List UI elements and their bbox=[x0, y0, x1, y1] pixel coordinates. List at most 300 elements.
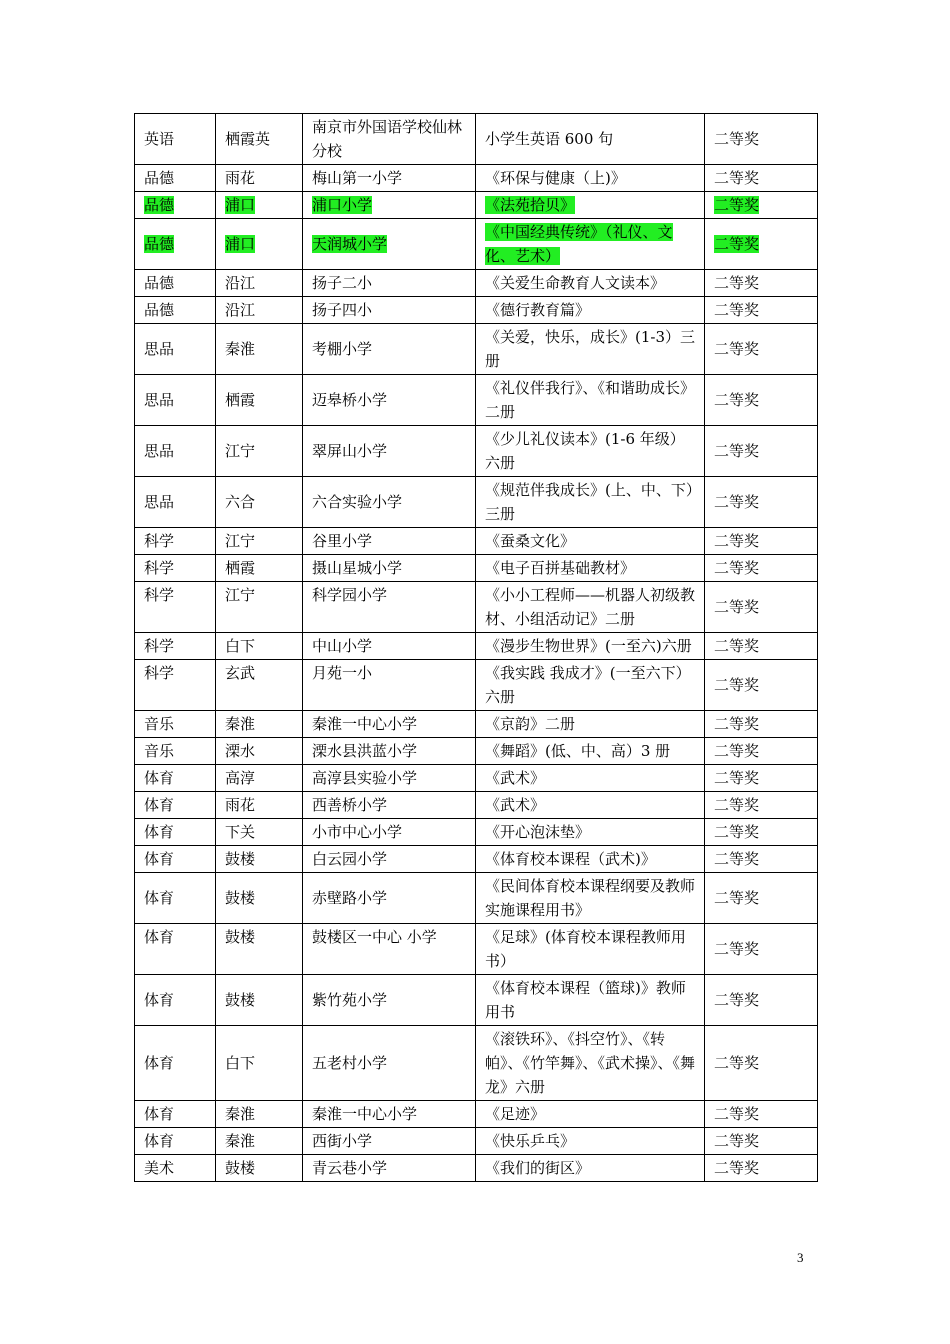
school-text: 扬子四小 bbox=[312, 301, 373, 319]
district-text: 六合 bbox=[225, 493, 256, 511]
cell-book bbox=[476, 324, 705, 375]
page-number: 3 bbox=[797, 1250, 804, 1265]
subject-text: 音乐 bbox=[144, 742, 175, 760]
cell-district bbox=[216, 192, 303, 219]
district-text: 秦淮 bbox=[225, 340, 256, 358]
table-row bbox=[135, 219, 818, 270]
cell-school bbox=[303, 297, 476, 324]
cell-district bbox=[216, 219, 303, 270]
cell-award bbox=[705, 165, 818, 192]
cell-school bbox=[303, 819, 476, 846]
cell-award bbox=[705, 633, 818, 660]
cell-district bbox=[216, 711, 303, 738]
cell-school bbox=[303, 165, 476, 192]
cell-subject bbox=[135, 1128, 216, 1155]
district-text: 下关 bbox=[225, 823, 256, 841]
award-text: 二等奖 bbox=[714, 796, 760, 814]
district-text: 鼓楼 bbox=[225, 889, 256, 907]
award-text: 二等奖 bbox=[714, 637, 760, 655]
cell-district bbox=[216, 297, 303, 324]
cell-award bbox=[705, 660, 818, 711]
book-text: 《蚕桑文化》 bbox=[485, 532, 576, 550]
district-text: 鼓楼 bbox=[225, 850, 256, 868]
subject-text: 思品 bbox=[144, 391, 175, 409]
cell-subject bbox=[135, 660, 216, 711]
award-text: 二等奖 bbox=[714, 823, 760, 841]
book-text: 《开心泡沫垫》 bbox=[485, 823, 591, 841]
table-row bbox=[135, 660, 818, 711]
cell-book bbox=[476, 1155, 705, 1182]
cell-book bbox=[476, 165, 705, 192]
subject-text: 科学 bbox=[144, 559, 175, 577]
table-row bbox=[135, 1128, 818, 1155]
award-text: 二等奖 bbox=[714, 169, 760, 187]
cell-subject bbox=[135, 975, 216, 1026]
table-row bbox=[135, 297, 818, 324]
cell-book bbox=[476, 738, 705, 765]
cell-book bbox=[476, 924, 705, 975]
subject-text: 品德 bbox=[144, 274, 175, 292]
book-text: 《中国经典传统》（礼仪、文化、艺术） bbox=[485, 223, 673, 265]
district-text: 白下 bbox=[225, 637, 256, 655]
subject-text: 品德 bbox=[144, 235, 175, 253]
book-text: 《民间体育校本课程纲要及教师实施课程用书》 bbox=[485, 877, 696, 919]
cell-subject bbox=[135, 426, 216, 477]
award-text: 二等奖 bbox=[714, 769, 760, 787]
cell-school bbox=[303, 219, 476, 270]
cell-award bbox=[705, 426, 818, 477]
cell-book bbox=[476, 633, 705, 660]
cell-district bbox=[216, 528, 303, 555]
table-row bbox=[135, 846, 818, 873]
cell-school bbox=[303, 1101, 476, 1128]
cell-district bbox=[216, 582, 303, 633]
table-row bbox=[135, 555, 818, 582]
school-text: 鼓楼区一中心 小学 bbox=[312, 928, 437, 946]
table-row bbox=[135, 1101, 818, 1128]
school-text: 扬子二小 bbox=[312, 274, 373, 292]
book-text: 《舞蹈》(低、中、高）3 册 bbox=[485, 742, 671, 760]
table-row bbox=[135, 1155, 818, 1182]
cell-book bbox=[476, 660, 705, 711]
cell-school bbox=[303, 873, 476, 924]
cell-district bbox=[216, 846, 303, 873]
cell-book bbox=[476, 477, 705, 528]
cell-award bbox=[705, 975, 818, 1026]
cell-district bbox=[216, 819, 303, 846]
cell-subject bbox=[135, 924, 216, 975]
school-text: 赤壁路小学 bbox=[312, 889, 388, 907]
table-row bbox=[135, 192, 818, 219]
cell-district bbox=[216, 633, 303, 660]
subject-text: 思品 bbox=[144, 340, 175, 358]
district-text: 鼓楼 bbox=[225, 928, 256, 946]
cell-book bbox=[476, 114, 705, 165]
award-text: 二等奖 bbox=[714, 274, 760, 292]
school-text: 南京市外国语学校仙林分校 bbox=[312, 118, 463, 160]
cell-district bbox=[216, 792, 303, 819]
award-text: 二等奖 bbox=[714, 715, 760, 733]
book-text: 《电子百拼基础教材》 bbox=[485, 559, 636, 577]
cell-book bbox=[476, 1101, 705, 1128]
cell-book bbox=[476, 975, 705, 1026]
subject-text: 体育 bbox=[144, 928, 175, 946]
table-row bbox=[135, 324, 818, 375]
table-row bbox=[135, 165, 818, 192]
cell-award bbox=[705, 738, 818, 765]
cell-school bbox=[303, 477, 476, 528]
district-text: 溧水 bbox=[225, 742, 256, 760]
cell-subject bbox=[135, 165, 216, 192]
cell-book bbox=[476, 192, 705, 219]
table-row bbox=[135, 582, 818, 633]
cell-subject bbox=[135, 1101, 216, 1128]
cell-award bbox=[705, 819, 818, 846]
cell-book bbox=[476, 819, 705, 846]
table-row bbox=[135, 819, 818, 846]
cell-book bbox=[476, 297, 705, 324]
cell-school bbox=[303, 846, 476, 873]
cell-district bbox=[216, 924, 303, 975]
award-text: 二等奖 bbox=[714, 493, 760, 511]
award-text: 二等奖 bbox=[714, 991, 760, 1009]
cell-district bbox=[216, 270, 303, 297]
district-text: 秦淮 bbox=[225, 1132, 256, 1150]
cell-subject bbox=[135, 528, 216, 555]
school-text: 摄山星城小学 bbox=[312, 559, 403, 577]
award-text: 二等奖 bbox=[714, 1159, 760, 1177]
cell-school bbox=[303, 375, 476, 426]
district-text: 玄武 bbox=[225, 664, 256, 682]
cell-award bbox=[705, 1101, 818, 1128]
table-row bbox=[135, 924, 818, 975]
subject-text: 思品 bbox=[144, 442, 175, 460]
award-text: 二等奖 bbox=[714, 196, 760, 214]
subject-text: 科学 bbox=[144, 637, 175, 655]
cell-school bbox=[303, 270, 476, 297]
table-row bbox=[135, 765, 818, 792]
cell-award bbox=[705, 582, 818, 633]
school-text: 梅山第一小学 bbox=[312, 169, 403, 187]
table-row bbox=[135, 873, 818, 924]
cell-school bbox=[303, 192, 476, 219]
cell-district bbox=[216, 555, 303, 582]
school-text: 迈皋桥小学 bbox=[312, 391, 388, 409]
book-text: 《武术》 bbox=[485, 769, 546, 787]
cell-school bbox=[303, 582, 476, 633]
award-text: 二等奖 bbox=[714, 340, 760, 358]
school-text: 秦淮一中心小学 bbox=[312, 715, 418, 733]
cell-school bbox=[303, 1155, 476, 1182]
district-text: 鼓楼 bbox=[225, 1159, 256, 1177]
award-text: 二等奖 bbox=[714, 889, 760, 907]
book-text: 《我实践 我成才》(一至六下）六册 bbox=[485, 664, 691, 706]
book-text: 《关爱生命教育人文读本》 bbox=[485, 274, 666, 292]
cell-award bbox=[705, 1026, 818, 1101]
table-row bbox=[135, 270, 818, 297]
book-text: 《体育校本课程（武术)》 bbox=[485, 850, 656, 868]
cell-award bbox=[705, 219, 818, 270]
cell-school bbox=[303, 324, 476, 375]
district-text: 江宁 bbox=[225, 586, 256, 604]
cell-district bbox=[216, 660, 303, 711]
cell-award bbox=[705, 1155, 818, 1182]
cell-award bbox=[705, 924, 818, 975]
district-text: 栖霞 bbox=[225, 559, 256, 577]
cell-book bbox=[476, 270, 705, 297]
cell-school bbox=[303, 1026, 476, 1101]
award-text: 二等奖 bbox=[714, 1054, 760, 1072]
cell-book bbox=[476, 792, 705, 819]
cell-award bbox=[705, 375, 818, 426]
cell-district bbox=[216, 1101, 303, 1128]
cell-book bbox=[476, 711, 705, 738]
district-text: 浦口 bbox=[225, 235, 256, 253]
award-text: 二等奖 bbox=[714, 1132, 760, 1150]
cell-award bbox=[705, 477, 818, 528]
school-text: 白云园小学 bbox=[312, 850, 388, 868]
award-text: 二等奖 bbox=[714, 598, 760, 616]
subject-text: 科学 bbox=[144, 586, 175, 604]
table-row bbox=[135, 633, 818, 660]
subject-text: 英语 bbox=[144, 130, 175, 148]
district-text: 沿江 bbox=[225, 274, 256, 292]
cell-subject bbox=[135, 819, 216, 846]
cell-district bbox=[216, 975, 303, 1026]
cell-subject bbox=[135, 555, 216, 582]
award-text: 二等奖 bbox=[714, 235, 760, 253]
subject-text: 体育 bbox=[144, 889, 175, 907]
subject-text: 体育 bbox=[144, 850, 175, 868]
book-text: 《快乐乒乓》 bbox=[485, 1132, 576, 1150]
award-text: 二等奖 bbox=[714, 559, 760, 577]
school-text: 西街小学 bbox=[312, 1132, 373, 1150]
district-text: 栖霞 bbox=[225, 391, 256, 409]
cell-school bbox=[303, 660, 476, 711]
cell-subject bbox=[135, 297, 216, 324]
school-text: 谷里小学 bbox=[312, 532, 373, 550]
cell-book bbox=[476, 846, 705, 873]
subject-text: 体育 bbox=[144, 823, 175, 841]
school-text: 秦淮一中心小学 bbox=[312, 1105, 418, 1123]
cell-subject bbox=[135, 1026, 216, 1101]
cell-district bbox=[216, 114, 303, 165]
cell-subject bbox=[135, 114, 216, 165]
district-text: 雨花 bbox=[225, 796, 256, 814]
subject-text: 思品 bbox=[144, 493, 175, 511]
cell-district bbox=[216, 738, 303, 765]
table-row bbox=[135, 738, 818, 765]
award-text: 二等奖 bbox=[714, 940, 760, 958]
subject-text: 体育 bbox=[144, 991, 175, 1009]
cell-district bbox=[216, 1155, 303, 1182]
book-text: 《环保与健康（上)》 bbox=[485, 169, 626, 187]
cell-book bbox=[476, 765, 705, 792]
subject-text: 品德 bbox=[144, 169, 175, 187]
district-text: 浦口 bbox=[225, 196, 256, 214]
book-text: 《礼仪伴我行》、《和谐助成长》二册 bbox=[485, 379, 696, 421]
cell-school bbox=[303, 555, 476, 582]
cell-school bbox=[303, 114, 476, 165]
school-text: 浦口小学 bbox=[312, 196, 373, 214]
cell-award bbox=[705, 528, 818, 555]
book-text: 《小小工程师——机器人初级教材、小组活动记》二册 bbox=[485, 586, 696, 628]
school-text: 翠屏山小学 bbox=[312, 442, 388, 460]
award-text: 二等奖 bbox=[714, 1105, 760, 1123]
cell-district bbox=[216, 477, 303, 528]
school-text: 月苑一小 bbox=[312, 664, 373, 682]
award-text: 二等奖 bbox=[714, 850, 760, 868]
school-text: 科学园小学 bbox=[312, 586, 388, 604]
district-text: 江宁 bbox=[225, 442, 256, 460]
book-text: 《京韵》二册 bbox=[485, 715, 576, 733]
cell-school bbox=[303, 633, 476, 660]
cell-school bbox=[303, 711, 476, 738]
cell-book bbox=[476, 582, 705, 633]
subject-text: 体育 bbox=[144, 1132, 175, 1150]
cell-subject bbox=[135, 792, 216, 819]
cell-district bbox=[216, 1026, 303, 1101]
cell-award bbox=[705, 324, 818, 375]
school-text: 小市中心小学 bbox=[312, 823, 403, 841]
school-text: 青云巷小学 bbox=[312, 1159, 388, 1177]
cell-subject bbox=[135, 270, 216, 297]
district-text: 沿江 bbox=[225, 301, 256, 319]
cell-award bbox=[705, 765, 818, 792]
cell-award bbox=[705, 270, 818, 297]
school-text: 天润城小学 bbox=[312, 235, 388, 253]
subject-text: 科学 bbox=[144, 664, 175, 682]
cell-book bbox=[476, 219, 705, 270]
cell-book bbox=[476, 1026, 705, 1101]
school-text: 中山小学 bbox=[312, 637, 373, 655]
cell-subject bbox=[135, 219, 216, 270]
award-text: 二等奖 bbox=[714, 676, 760, 694]
cell-award bbox=[705, 1128, 818, 1155]
school-text: 西善桥小学 bbox=[312, 796, 388, 814]
table-row bbox=[135, 426, 818, 477]
table-row bbox=[135, 375, 818, 426]
table-row bbox=[135, 975, 818, 1026]
cell-subject bbox=[135, 375, 216, 426]
cell-book bbox=[476, 1128, 705, 1155]
cell-book bbox=[476, 555, 705, 582]
school-text: 溧水县洪蓝小学 bbox=[312, 742, 418, 760]
cell-district bbox=[216, 426, 303, 477]
award-text: 二等奖 bbox=[714, 391, 760, 409]
cell-award bbox=[705, 192, 818, 219]
school-text: 高淳县实验小学 bbox=[312, 769, 418, 787]
cell-subject bbox=[135, 192, 216, 219]
cell-district bbox=[216, 873, 303, 924]
cell-school bbox=[303, 738, 476, 765]
cell-district bbox=[216, 324, 303, 375]
subject-text: 品德 bbox=[144, 301, 175, 319]
cell-award bbox=[705, 792, 818, 819]
cell-district bbox=[216, 165, 303, 192]
cell-subject bbox=[135, 324, 216, 375]
cell-school bbox=[303, 975, 476, 1026]
district-text: 高淳 bbox=[225, 769, 256, 787]
book-text: 《武术》 bbox=[485, 796, 546, 814]
cell-award bbox=[705, 555, 818, 582]
cell-book bbox=[476, 426, 705, 477]
cell-subject bbox=[135, 477, 216, 528]
table-row bbox=[135, 477, 818, 528]
cell-school bbox=[303, 924, 476, 975]
school-text: 六合实验小学 bbox=[312, 493, 403, 511]
book-text: 《我们的街区》 bbox=[485, 1159, 591, 1177]
award-text: 二等奖 bbox=[714, 532, 760, 550]
book-text: 《规范伴我成长》(上、中、下）三册 bbox=[485, 481, 694, 523]
cell-award bbox=[705, 711, 818, 738]
book-text: 小学生英语 600 句 bbox=[485, 130, 614, 148]
subject-text: 科学 bbox=[144, 532, 175, 550]
cell-subject bbox=[135, 873, 216, 924]
book-text: 《法苑拾贝》 bbox=[485, 196, 576, 214]
awards-table-body bbox=[135, 114, 818, 1182]
district-text: 白下 bbox=[225, 1054, 256, 1072]
school-text: 考棚小学 bbox=[312, 340, 373, 358]
book-text: 《滚铁环》、《抖空竹》、《转帕》、《竹竿舞》、《武术操》、《舞龙》六册 bbox=[485, 1030, 696, 1096]
district-text: 秦淮 bbox=[225, 715, 256, 733]
book-text: 《足球》(体育校本课程教师用书） bbox=[485, 928, 686, 970]
cell-book bbox=[476, 375, 705, 426]
subject-text: 体育 bbox=[144, 1054, 175, 1072]
award-text: 二等奖 bbox=[714, 442, 760, 460]
subject-text: 体育 bbox=[144, 1105, 175, 1123]
cell-subject bbox=[135, 582, 216, 633]
book-text: 《体育校本课程（篮球)》教师用书 bbox=[485, 979, 686, 1021]
cell-district bbox=[216, 1128, 303, 1155]
cell-school bbox=[303, 1128, 476, 1155]
subject-text: 美术 bbox=[144, 1159, 175, 1177]
book-text: 《漫步生物世界》(一至六)六册 bbox=[485, 637, 692, 655]
cell-book bbox=[476, 528, 705, 555]
district-text: 秦淮 bbox=[225, 1105, 256, 1123]
table-row bbox=[135, 1026, 818, 1101]
table-row bbox=[135, 711, 818, 738]
cell-award bbox=[705, 114, 818, 165]
cell-school bbox=[303, 426, 476, 477]
award-text: 二等奖 bbox=[714, 742, 760, 760]
book-text: 《少儿礼仪读本》(1-6 年级）六册 bbox=[485, 430, 685, 472]
cell-book bbox=[476, 873, 705, 924]
table-row bbox=[135, 792, 818, 819]
cell-award bbox=[705, 297, 818, 324]
subject-text: 体育 bbox=[144, 796, 175, 814]
table-row bbox=[135, 528, 818, 555]
district-text: 雨花 bbox=[225, 169, 256, 187]
subject-text: 体育 bbox=[144, 769, 175, 787]
cell-school bbox=[303, 528, 476, 555]
school-text: 五老村小学 bbox=[312, 1054, 388, 1072]
cell-school bbox=[303, 765, 476, 792]
table-row bbox=[135, 114, 818, 165]
district-text: 栖霞英 bbox=[225, 130, 271, 148]
cell-subject bbox=[135, 765, 216, 792]
cell-district bbox=[216, 765, 303, 792]
cell-subject bbox=[135, 711, 216, 738]
book-text: 《关爱，快乐，成长》(1-3）三册 bbox=[485, 328, 696, 370]
book-text: 《足迹》 bbox=[485, 1105, 546, 1123]
award-text: 二等奖 bbox=[714, 301, 760, 319]
cell-subject bbox=[135, 633, 216, 660]
cell-subject bbox=[135, 846, 216, 873]
district-text: 江宁 bbox=[225, 532, 256, 550]
award-text: 二等奖 bbox=[714, 130, 760, 148]
cell-subject bbox=[135, 1155, 216, 1182]
